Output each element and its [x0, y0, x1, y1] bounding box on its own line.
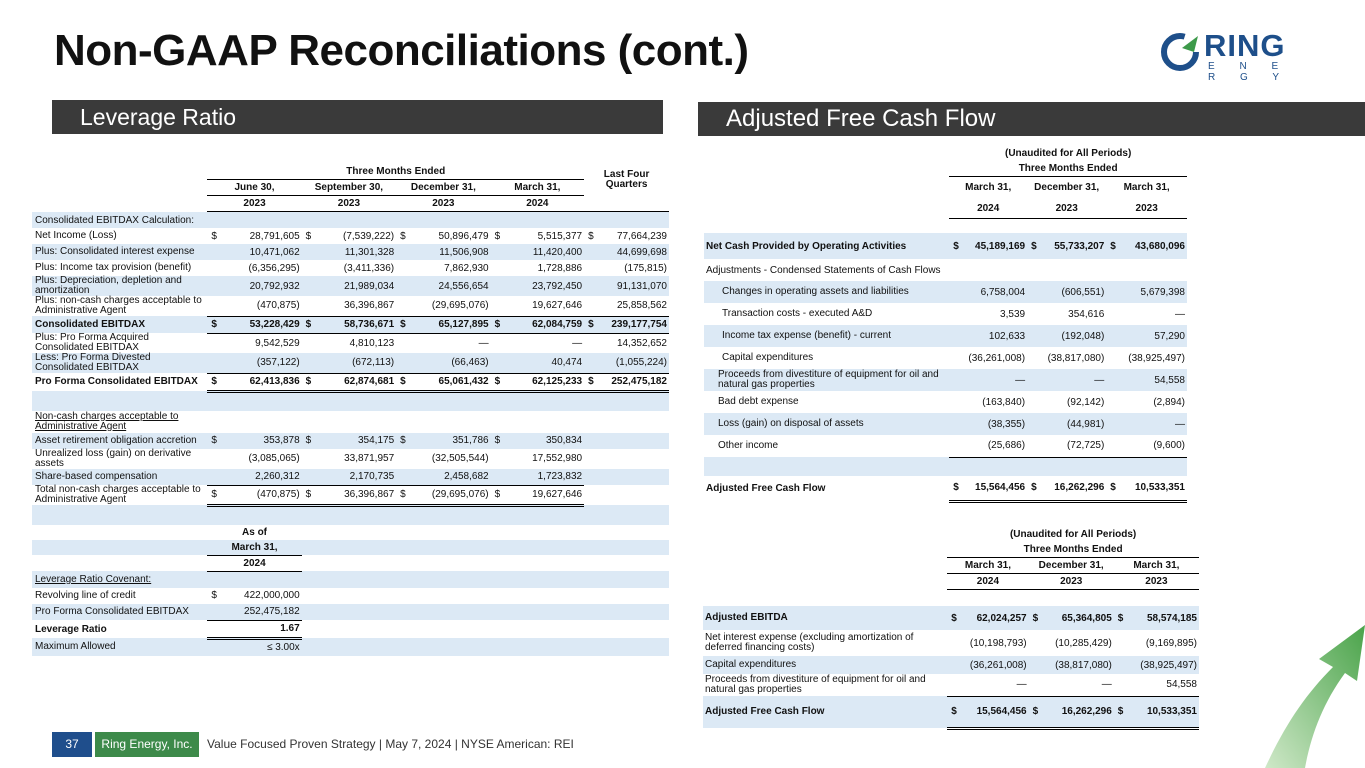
cell-value: —: [572, 337, 583, 349]
cell-value: 54,558: [1128, 674, 1199, 696]
table-row: [704, 391, 1187, 413]
row-label: Other income: [718, 440, 779, 451]
col-month: December 31,: [1034, 182, 1100, 194]
cell-value: 2,170,735: [315, 469, 396, 486]
cell-value: (606,551): [1040, 281, 1106, 303]
cell-value: ≤ 3.00x: [221, 638, 302, 656]
table-row: [32, 276, 669, 296]
col-year: 2023: [1106, 199, 1187, 219]
row-label: Plus: non-cash charges acceptable to Administrative Agent: [35, 295, 202, 316]
cell-value: (44,981): [1040, 413, 1106, 435]
cell-value: 65,127,895: [410, 316, 491, 333]
cell-value: 4,810,123: [349, 337, 395, 349]
table-row: [32, 260, 669, 276]
cell-value: 9,542,529: [255, 337, 300, 349]
cell-value: —: [1120, 413, 1187, 435]
cell-value: (470,875): [221, 296, 302, 316]
row-label: Leverage Ratio: [35, 623, 107, 635]
cell-value: (9,600): [1120, 435, 1187, 457]
cell-value: 17,552,980: [532, 453, 583, 464]
row-label: Total non-cash charges acceptable to Administrative Agent: [35, 484, 201, 505]
cell-value: 10,471,062: [221, 244, 302, 260]
row-label: Bad debt expense: [718, 396, 799, 407]
row-label: Capital expenditures: [722, 352, 814, 363]
adjusted-fcf-table: (Unaudited for All Periods) Three Months Ended March 31, December 31, March 31, 2024 2023 2023 Net Cash Provided by Operating Activities $ 45,189,169 $ 55,733,207 $ 43,680,096 Adjustments - Condensed Statements of Cash Flows Changes in operating assets and liabilities 6,758,004 (606,551) 5,679,398 Transaction costs - executed A&D 3,539 354,616 — Income tax expense (benefit) - current 102,633 (192,048) 57,290 Capital expenditures (36,261,008) (38,817,080) (38,925,497) Proceeds from divestiture of equipment for oil and natural gas properties — — 54,558 Bad debt expense (163,840) (92,142) (2,894) Loss (gain) on disposal of assets (38,355) (44,981) — Other income (25,686) (72,725) (9,600) Adjusted Free Cash Flow $ 15,564,456 $ 16,262,296 $ 10,533,351: [704, 146, 1187, 503]
cell-value: 43,680,096: [1120, 233, 1187, 259]
last-four-header: Last Four Quarters: [603, 168, 650, 190]
cell-value: (192,048): [1040, 325, 1106, 347]
cell-value: (6,356,295): [248, 262, 300, 274]
row-label: Plus: Income tax provision (benefit): [35, 262, 192, 273]
table-row: [32, 449, 669, 469]
page-title: Non-GAAP Reconciliations (cont.): [54, 26, 749, 75]
cell-value: 252,475,182: [598, 373, 669, 391]
cell-value: 23,792,450: [504, 276, 584, 296]
cell-value: 15,564,456: [963, 476, 1027, 502]
table-row: [704, 347, 1187, 369]
cell-value: 45,189,169: [963, 233, 1027, 259]
row-label: Loss (gain) on disposal of assets: [704, 413, 949, 435]
cell-value: (25,686): [963, 435, 1027, 457]
row-label: Net interest expense (excluding amortization of deferred financing costs): [705, 632, 914, 653]
table-row: [704, 325, 1187, 347]
cell-value: 19,627,646: [504, 485, 584, 505]
table-row: Asset retirement obligation accretion $ 353,878 $ 354,175 $ 351,786 $ 350,834: [32, 433, 669, 449]
leverage-ratio-table: [32, 164, 669, 656]
group-header: Three Months Ended: [947, 542, 1199, 558]
row-label: Plus: Pro Forma Acquired Consolidated EBITDAX: [35, 332, 149, 353]
table-row: [704, 413, 1187, 435]
col-year: 2023: [1114, 574, 1199, 590]
cell-value: (32,505,544): [431, 453, 489, 464]
cell-value: 2,260,312: [221, 469, 302, 486]
cell-value: 28,791,605: [249, 230, 300, 242]
asof-header: As of: [242, 526, 268, 538]
table-row: [703, 674, 1199, 696]
table-row: [32, 244, 669, 260]
cell-value: 62,024,257: [961, 606, 1029, 630]
table-row: Adjusted EBITDA $ 62,024,257 $ 65,364,805 $ 58,574,185: [703, 606, 1199, 630]
cell-value: 16,262,296: [1042, 696, 1113, 728]
row-label: Unrealized loss (gain) on derivative assets: [35, 447, 192, 469]
cell-value: (29,695,076): [410, 485, 491, 505]
cell-value: 55,733,207: [1040, 233, 1106, 259]
cell-value: 15,564,456: [961, 696, 1029, 728]
cell-value: 19,627,646: [504, 296, 584, 316]
cell-value: (470,875): [221, 485, 302, 505]
section-label: Non-cash charges acceptable to Administrative Agent: [35, 410, 179, 432]
cell-value: (672,113): [315, 353, 396, 373]
col-month: March 31,: [1114, 558, 1199, 574]
row-label: Less: Pro Forma Divested Consolidated EBITDAX: [32, 353, 207, 373]
unaudited-label: (Unaudited for All Periods): [1009, 529, 1137, 540]
cell-value: 54,558: [1120, 369, 1187, 391]
cell-value: 58,574,185: [1128, 606, 1199, 630]
cell-value: (29,695,076): [410, 296, 491, 316]
col-month: December 31,: [1029, 558, 1114, 574]
table-row: [32, 296, 669, 316]
cell-value: 91,131,070: [598, 276, 669, 296]
cell-value: 6,758,004: [963, 281, 1027, 303]
section-label: Consolidated EBITDAX Calculation:: [32, 212, 669, 229]
cell-value: 350,834: [504, 433, 584, 449]
cell-value: (3,085,065): [248, 453, 300, 464]
cell-value: —: [963, 369, 1027, 391]
cell-value: —: [1040, 369, 1106, 391]
cell-value: 2,458,682: [410, 469, 491, 486]
row-label: Net Cash Provided by Operating Activities: [704, 233, 949, 259]
table-row: [704, 303, 1187, 325]
cell-value: (36,261,008): [968, 352, 1026, 364]
cell-value: 62,413,836: [221, 373, 302, 391]
cell-value: 50,896,479: [438, 230, 489, 242]
row-label: Revolving line of credit: [35, 590, 136, 601]
col-year: 2023: [1027, 199, 1106, 219]
row-label: Adjusted Free Cash Flow: [706, 483, 826, 494]
row-label: Changes in operating assets and liabilities: [704, 281, 949, 303]
table-row: [703, 630, 1199, 656]
cell-value: 77,664,239: [616, 230, 667, 242]
asof-year: 2024: [207, 555, 301, 571]
col-year: 2023: [207, 196, 301, 212]
cell-value: 53,228,429: [221, 316, 302, 333]
adjusted-fcf-table-2: [703, 527, 1199, 730]
col-month: June 30,: [207, 180, 301, 196]
cell-value: (38,355): [963, 413, 1027, 435]
cell-value: (175,815): [624, 262, 667, 274]
cell-value: 62,125,233: [504, 373, 584, 391]
row-label: Transaction costs - executed A&D: [722, 308, 873, 319]
col-month: September 30,: [302, 180, 396, 196]
table-row: Net Income (Loss) $ 28,791,605 $ (7,539,222) $ 50,896,479 $ 5,515,377 $ 77,664,239: [32, 228, 669, 244]
col-month: March 31,: [947, 558, 1028, 574]
cell-value: 20,792,932: [221, 276, 302, 296]
row-label: Maximum Allowed: [32, 638, 207, 656]
col-month: March 31,: [965, 182, 1012, 194]
leverage-ratio-banner: Leverage Ratio: [52, 100, 663, 134]
row-label: Proceeds from divestiture of equipment for oil and natural gas properties: [704, 369, 949, 391]
table-row: Pro Forma Consolidated EBITDAX $ 62,413,836 $ 62,874,681 $ 65,061,432 $ 62,125,233 $ 252,475,182: [32, 373, 669, 391]
row-label: Income tax expense (benefit) - current: [704, 325, 949, 347]
row-label: Consolidated EBITDAX: [32, 316, 207, 333]
col-year: 2024: [949, 199, 1027, 219]
cell-value: 58,736,671: [315, 316, 396, 333]
cell-value: (9,169,895): [1145, 637, 1197, 649]
cell-value: (38,817,080): [1042, 656, 1113, 674]
cell-value: 1.67: [221, 620, 302, 638]
cell-value: (163,840): [982, 396, 1026, 408]
asof-month: March 31,: [207, 540, 301, 556]
table-row: [703, 656, 1199, 674]
table-row: [32, 620, 669, 638]
cell-value: 252,475,182: [221, 604, 302, 621]
table-row: [704, 281, 1187, 303]
cell-value: 11,420,400: [504, 244, 584, 260]
table-row: [32, 469, 669, 486]
cell-value: 40,474: [504, 353, 584, 373]
cell-value: (10,285,429): [1055, 637, 1112, 649]
cell-value: 239,177,754: [598, 316, 669, 333]
cell-value: 354,175: [315, 433, 396, 449]
logo-wordmark: RING: [1204, 28, 1286, 63]
cell-value: 14,352,652: [616, 337, 667, 349]
cell-value: 25,858,562: [598, 296, 669, 316]
cell-value: —: [1042, 674, 1113, 696]
company-logo: [1158, 28, 1318, 83]
cell-value: —: [1175, 308, 1185, 320]
cell-value: (66,463): [410, 353, 491, 373]
col-year: 2023: [302, 196, 396, 212]
cell-value: 354,616: [1068, 308, 1105, 320]
cell-value: 3,539: [1000, 308, 1026, 320]
ring-logo-icon: [1158, 30, 1202, 74]
cell-value: 36,396,867: [315, 296, 396, 316]
cell-value: (72,725): [1040, 435, 1106, 457]
row-label: Share-based compensation: [32, 469, 207, 486]
cell-value: 102,633: [963, 325, 1027, 347]
row-label: Net Income (Loss): [35, 230, 117, 241]
table-row: Consolidated EBITDAX $ 53,228,429 $ 58,736,671 $ 65,127,895 $ 62,084,759 $ 239,177,754: [32, 316, 669, 333]
cell-value: (38,925,497): [1128, 352, 1185, 364]
table-row: Revolving line of credit $ 422,000,000: [32, 588, 669, 604]
table-row: [704, 435, 1187, 457]
row-label: Proceeds from divestiture of equipment for oil and natural gas properties: [705, 674, 926, 695]
cell-value: 422,000,000: [244, 590, 300, 601]
unaudited-label: (Unaudited for All Periods): [1004, 148, 1132, 159]
col-month: December 31,: [396, 180, 490, 196]
cell-value: —: [961, 674, 1029, 696]
group-header: Three Months Ended: [949, 161, 1187, 177]
section-label: Leverage Ratio Covenant:: [32, 571, 207, 588]
row-label: Pro Forma Consolidated EBITDAX: [32, 604, 207, 621]
col-year: 2023: [1029, 574, 1114, 590]
table-row: [704, 369, 1187, 391]
growth-arrow-icon: [1245, 625, 1365, 768]
row-label: Plus: Consolidated interest expense: [32, 244, 207, 260]
cell-value: (38,925,497): [1128, 656, 1199, 674]
col-year: 2024: [491, 196, 585, 212]
cell-value: (7,539,222): [342, 230, 395, 242]
cell-value: (2,894): [1153, 396, 1185, 408]
page-number: 37: [52, 732, 92, 757]
col-year: 2024: [947, 574, 1028, 590]
cell-value: 5,515,377: [537, 230, 583, 242]
cell-value: (92,142): [1067, 396, 1105, 408]
table-row: [32, 638, 669, 656]
cell-value: 21,989,034: [315, 276, 396, 296]
col-month: March 31,: [1123, 182, 1170, 194]
row-label: Plus: Depreciation, depletion and amortization: [32, 276, 207, 296]
cell-value: (38,817,080): [1047, 352, 1105, 364]
cell-value: 65,364,805: [1042, 606, 1113, 630]
logo-subtitle: E N E R G Y: [1208, 61, 1291, 83]
cell-value: 5,679,398: [1120, 281, 1187, 303]
cell-value: 24,556,654: [410, 276, 491, 296]
cell-value: 7,862,930: [444, 262, 489, 274]
cell-value: 36,396,867: [315, 485, 396, 505]
table-row: Total non-cash charges acceptable to Administrative Agent $ (470,875) $ 36,396,867 $ (29,695,076) $ 19,627,646: [32, 485, 669, 505]
table-row: [32, 353, 669, 373]
cell-value: 351,786: [410, 433, 491, 449]
table-row: Adjusted Free Cash Flow $ 15,564,456 $ 16,262,296 $ 10,533,351: [703, 696, 1199, 728]
cell-value: 11,506,908: [410, 244, 491, 260]
row-label: Asset retirement obligation accretion: [32, 433, 207, 449]
group-header: Three Months Ended: [207, 164, 584, 180]
cell-value: (357,122): [221, 353, 302, 373]
row-label: Pro Forma Consolidated EBITDAX: [35, 376, 198, 387]
cell-value: 62,874,681: [315, 373, 396, 391]
table-row: [32, 604, 669, 621]
cell-value: 1,728,886: [537, 262, 583, 274]
adjustments-label: Adjustments - Condensed Statements of Cash Flows: [706, 264, 941, 276]
col-month: March 31,: [491, 180, 585, 196]
cell-value: (10,198,793): [969, 637, 1027, 649]
cell-value: 57,290: [1120, 325, 1187, 347]
col-year: 2023: [396, 196, 490, 212]
cell-value: 65,061,432: [410, 373, 491, 391]
row-label: Adjusted Free Cash Flow: [703, 696, 947, 728]
cell-value: 11,301,328: [315, 244, 396, 260]
row-label: Capital expenditures: [703, 656, 947, 674]
row-label: Adjusted EBITDA: [703, 606, 947, 630]
cell-value: 353,878: [221, 433, 302, 449]
cell-value: (1,055,224): [598, 353, 669, 373]
cell-value: 62,084,759: [504, 316, 584, 333]
cell-value: 33,871,957: [344, 453, 395, 464]
cell-value: (36,261,008): [961, 656, 1029, 674]
adjusted-fcf-banner: Adjusted Free Cash Flow: [698, 102, 1365, 136]
footer-tagline: Value Focused Proven Strategy | May 7, 2024 | NYSE American: REI: [207, 737, 574, 751]
cell-value: —: [478, 337, 489, 349]
cell-value: 1,723,832: [504, 469, 584, 486]
cell-value: (3,411,336): [343, 262, 395, 274]
company-name: Ring Energy, Inc.: [95, 732, 199, 757]
table-row: [32, 333, 669, 353]
cell-value: 16,262,296: [1040, 476, 1106, 502]
cell-value: 10,533,351: [1128, 696, 1199, 728]
cell-value: 10,533,351: [1120, 476, 1187, 502]
cell-value: 44,699,698: [598, 244, 669, 260]
